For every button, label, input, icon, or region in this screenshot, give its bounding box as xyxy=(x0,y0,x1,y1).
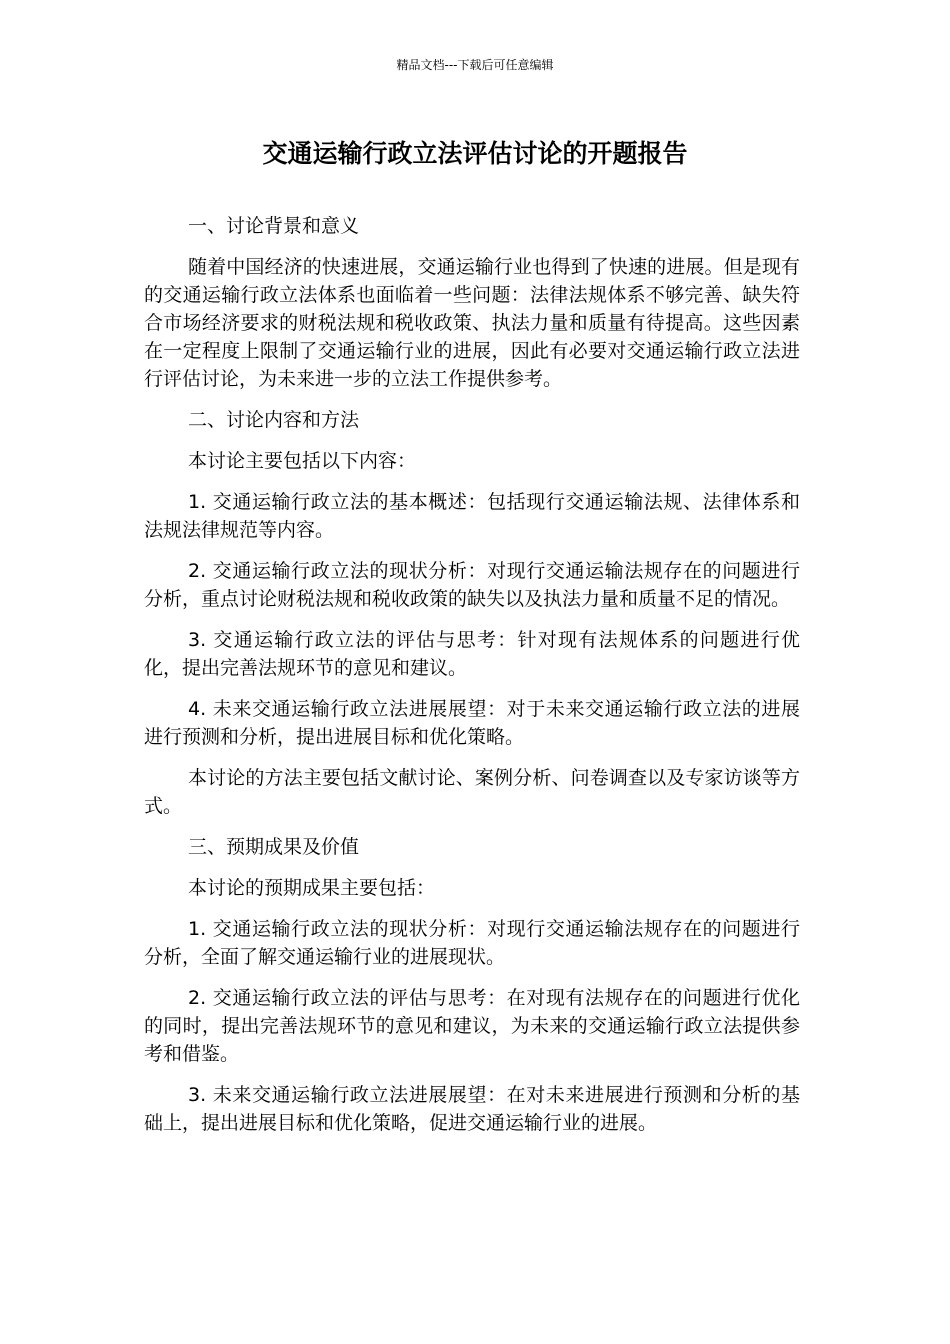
list-item-content-2: 2. 交通运输行政立法的现状分析：对现行交通运输法规存在的问题进行分析，重点讨论财税法规和税收政策的缺失以及执法力量和质量不足的情况。 xyxy=(144,560,800,610)
section-heading-background: 一、讨论背景和意义 xyxy=(188,215,360,237)
paragraph-outcomes-intro: 本讨论的预期成果主要包括： xyxy=(188,877,436,899)
list-item-content-4: 4. 未来交通运输行政立法进展展望：对于未来交通运输行政立法的进展进行预测和分析，提出进展目标和优化策略。 xyxy=(144,698,800,748)
list-item-outcome-3: 3. 未来交通运输行政立法进展展望：在对未来进展进行预测和分析的基础上，提出进展目标和优化策略，促进交通运输行业的进展。 xyxy=(144,1084,800,1134)
list-item-content-3: 3. 交通运输行政立法的评估与思考：针对现有法规体系的问题进行优化，提出完善法规环节的意见和建议。 xyxy=(144,629,800,679)
list-item-content-1: 1. 交通运输行政立法的基本概述：包括现行交通运输法规、法律体系和法规法律规范等内容。 xyxy=(144,491,800,541)
section-heading-content-methods: 二、讨论内容和方法 xyxy=(188,409,360,431)
list-item-outcome-2: 2. 交通运输行政立法的评估与思考：在对现有法规存在的问题进行优化的同时，提出完善法规环节的意见和建议，为未来的交通运输行政立法提供参考和借鉴。 xyxy=(144,987,800,1065)
paragraph-methods: 本讨论的方法主要包括文献讨论、案例分析、问卷调查以及专家访谈等方式。 xyxy=(144,767,800,817)
list-item-outcome-1: 1. 交通运输行政立法的现状分析：对现行交通运输法规存在的问题进行分析，全面了解交通运输行业的进展现状。 xyxy=(144,918,800,968)
document-title: 交通运输行政立法评估讨论的开题报告 xyxy=(262,139,688,168)
paragraph-content-intro: 本讨论主要包括以下内容： xyxy=(188,450,417,472)
document-body xyxy=(144,212,800,1150)
section-heading-outcomes: 三、预期成果及价值 xyxy=(188,836,360,858)
paragraph-background: 随着中国经济的快速进展，交通运输行业也得到了快速的进展。但是现有的交通运输行政立法体系也面临着一些问题：法律法规体系不够完善、缺失符合市场经济要求的财税法规和税收政策、执法力量和质量有待提高。这些因素在一定程度上限制了交通运输行业的进展，因此有必要对交通运输行政立法进行评估讨论，为未来进一步的立法工作提供参考。 xyxy=(144,256,800,390)
page-header-note: 精品文档---下载后可任意编辑 xyxy=(396,58,554,72)
